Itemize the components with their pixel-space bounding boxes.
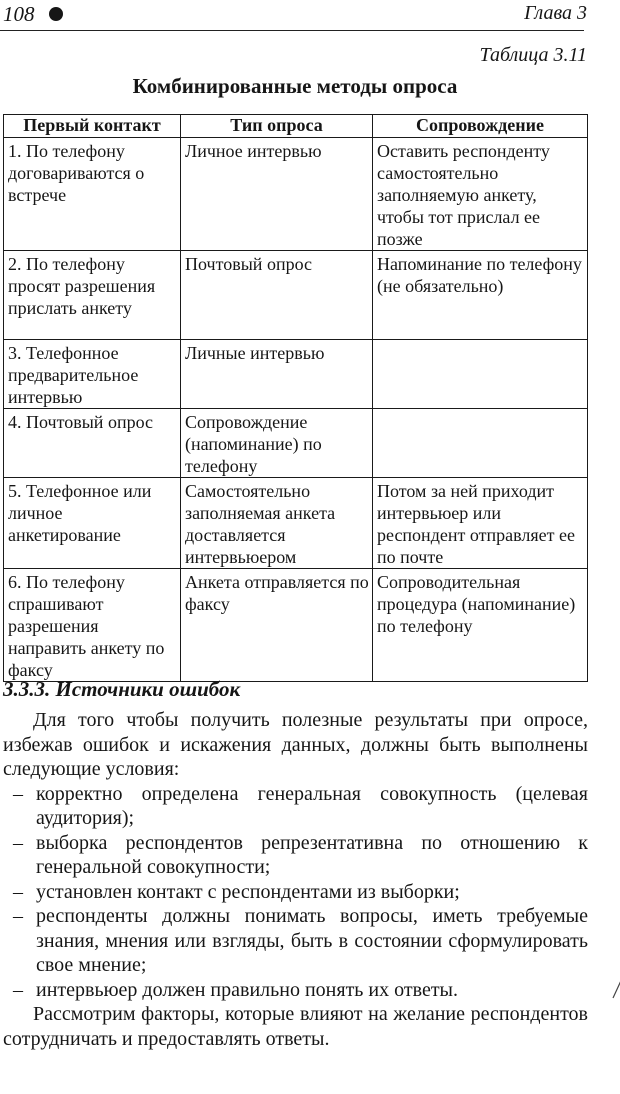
closing-paragraph: Рассмотрим факторы, которые влияют на желание респондентов сотрудничать и предоставлять ответы. [3, 1003, 588, 1050]
table-cell: 4. Почтовый опрос [4, 409, 181, 478]
table-row [4, 251, 588, 340]
table-cell: Потом за ней приходит интервьюер или респондент отправляет ее по почте [373, 478, 588, 569]
list-item: – выборка респондентов репрезентативна по отношению к генеральной совокупности; [13, 831, 588, 878]
page-number: 108 [3, 2, 35, 26]
table-cell: 3. Телефонное предварительное интервью [4, 340, 181, 409]
column-header: Первый контакт [4, 115, 181, 138]
header-divider [0, 30, 584, 31]
page-header [0, 0, 620, 34]
table-cell: 1. По телефону договариваются о встрече [4, 138, 181, 251]
list-item: – интервьюер должен правильно понять их ответы. [13, 978, 458, 1001]
table-cell: Самостоятельно заполняемая анкета доставляется интервьюером [181, 478, 373, 569]
pencil-mark-icon [609, 970, 620, 1000]
list-item-text: интервьюер должен правильно понять их ответы. [36, 978, 458, 1001]
list-item-text: установлен контакт с респондентами из выборки; [36, 880, 460, 903]
table-row [4, 409, 588, 478]
table-caption: Таблица 3.11 [479, 44, 587, 66]
list-item-text: респонденты должны понимать вопросы, иметь требуемые знания, мнения или взгляды, быть в состоянии сформулировать свое мнение; [36, 905, 588, 976]
table-cell: Анкета отправляется по факсу [181, 569, 373, 682]
table-cell: Оставить респонденту самостоятельно заполняемую анкету, чтобы тот прислал ее позже [373, 138, 588, 251]
table-row [4, 340, 588, 409]
table-cell: 6. По телефону спрашивают разрешения направить анкету по факсу [4, 569, 181, 682]
table-cell: Личные интервью [181, 340, 373, 409]
table-cell: Почтовый опрос [181, 251, 373, 340]
table-cell: Сопровождение (напоминание) по телефону [181, 409, 373, 478]
table-row [4, 478, 588, 569]
table-header-row [4, 115, 588, 138]
conditions-list [3, 782, 588, 1003]
chapter-label: Глава 3 [524, 2, 587, 24]
list-item-text: выборка респондентов репрезентативна по отношению к генеральной совокупности; [36, 831, 588, 878]
section-title: 3.3.3. Источники ошибок [3, 677, 241, 701]
list-item: – установлен контакт с респондентами из выборки; [13, 880, 460, 903]
list-item-text: корректно определена генеральная совокупность (целевая аудитория); [36, 782, 588, 829]
table-row [4, 138, 588, 251]
list-item: – корректно определена генеральная совокупность (целевая аудитория); [13, 782, 588, 829]
list-item: – респонденты должны понимать вопросы, иметь требуемые знания, мнения или взгляды, быть в состоянии сформулировать свое мнение; [13, 905, 588, 976]
table-title: Комбинированные методы опроса [132, 74, 458, 98]
table-cell: Сопроводительная процедура (напоминание) по телефону [373, 569, 588, 682]
table-cell: 5. Телефонное или личное анкетирование [4, 478, 181, 569]
section-body [3, 708, 588, 1051]
table-cell: 2. По телефону просят разрешения прислать анкету [4, 251, 181, 340]
column-header: Сопровождение [373, 115, 588, 138]
table-row [4, 569, 588, 682]
column-header: Тип опроса [181, 115, 373, 138]
methods-table [3, 114, 588, 682]
bullet-dot-icon [49, 7, 63, 21]
table-cell [373, 340, 588, 409]
intro-paragraph: Для того чтобы получить полезные результаты при опросе, избежав ошибок и искажения данных, должны быть выполнены следующие условия: [3, 709, 588, 780]
table-cell [373, 409, 588, 478]
table-cell: Напоминание по телефону (не обязательно) [373, 251, 588, 340]
table-cell: Личное интервью [181, 138, 373, 251]
